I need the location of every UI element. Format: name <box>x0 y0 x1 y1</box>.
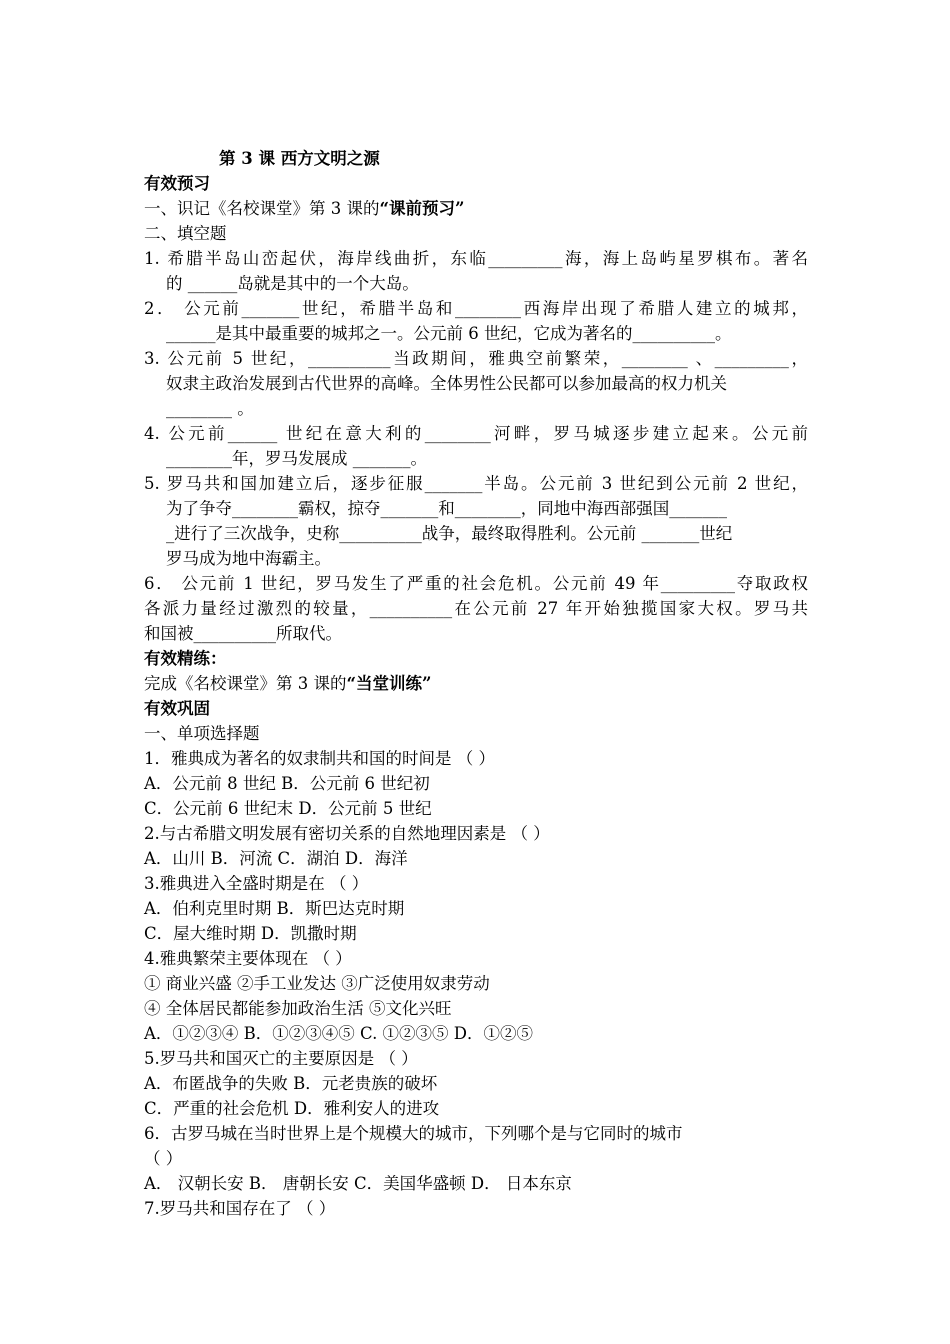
choice-line: A．①②③④ B．①②③④⑤ C. ①②③⑤ D．①②⑤ <box>144 1024 534 1043</box>
fill-question-5-line-3: _进行了三次战争，史称__________战争，最终取得胜利。公元前 _______世纪 <box>166 524 733 543</box>
choice-line: 7.罗马共和国存在了 （ ） <box>144 1199 336 1218</box>
preview-item-2: 二、填空题 <box>144 224 227 243</box>
practice-instruction <box>144 671 808 696</box>
fill-question-4-line-1: 4. 公元前______ 世纪在意大利的________河畔，罗马城逐步建立起来。公元前 <box>144 424 808 443</box>
document-page <box>144 146 808 1221</box>
choice-section-title: 一、单项选择题 <box>144 724 260 743</box>
choice-line: 4.雅典繁荣主要体现在 （ ） <box>144 949 352 968</box>
preview-item-1-bold: “课前预习” <box>379 199 465 218</box>
choice-line: A． 汉朝长安 B． 唐朝长安 C．美国华盛顿 D． 日本东京 <box>144 1174 572 1193</box>
choice-line: 3.雅典进入全盛时期是在 （ ） <box>144 874 369 893</box>
lesson-title: 第 3 课 西方文明之源 <box>219 149 380 168</box>
fill-question-3-line-2: 奴隶主政治发展到古代世界的高峰。全体男性公民都可以参加最高的权力机关 <box>166 374 727 393</box>
choice-line: C．屋大维时期 D．凯撒时期 <box>144 924 357 943</box>
choice-line: A．布匿战争的失败 B．元老贵族的破坏 <box>144 1074 438 1093</box>
fill-question-1-line-2: 的 ______岛就是其中的一个大岛。 <box>166 274 419 293</box>
fill-question-3-line-1: 3. 公元前 5 世纪，__________当政期间，雅典空前繁荣，________ 、_________， <box>144 349 808 368</box>
fill-question-4-line-2: ________年，罗马发展成 _______。 <box>166 449 427 468</box>
fill-question-5-line-2: 为了争夺________霸权，掠夺_______和________，同地中海西部强国_______ <box>166 499 727 518</box>
choice-line: C．严重的社会危机 D．雅利安人的进攻 <box>144 1099 440 1118</box>
practice-instruction-bold: “当堂训练” <box>346 674 432 693</box>
fill-question-5-line-1: 5. 罗马共和国加建立后，逐步征服_______半岛。公元前 3 世纪到公元前 2 世纪， <box>144 474 808 493</box>
choice-line: 1．雅典成为著名的奴隶制共和国的时间是 （ ） <box>144 749 495 768</box>
choice-line: A．公元前 8 世纪 B．公元前 6 世纪初 <box>144 774 430 793</box>
fill-question-6-line-1: 6． 公元前 1 世纪，罗马发生了严重的社会危机。公元前 49 年_________夺取政权 <box>144 574 808 593</box>
preview-item-1-text: 一、识记《名校课堂》第 3 课的 <box>144 199 380 218</box>
section-heading-consolidate: 有效巩固 <box>144 699 210 718</box>
choice-line: A．山川 B．河流 C．湖泊 D．海洋 <box>144 849 408 868</box>
choice-line: ① 商业兴盛 ②手工业发达 ③广泛使用奴隶劳动 <box>144 974 490 993</box>
choice-line: 5.罗马共和国灭亡的主要原因是 （ ） <box>144 1049 418 1068</box>
preview-item-1 <box>144 196 808 221</box>
choice-line: A．伯利克里时期 B．斯巴达克时期 <box>144 899 405 918</box>
section-heading-practice: 有效精练： <box>144 649 227 668</box>
choice-line: 6．古罗马城在当时世界上是个规模大的城市，下列哪个是与它同时的城市 <box>144 1124 683 1143</box>
section-heading-preview: 有效预习 <box>144 174 210 193</box>
fill-question-2-line-1: 2． 公元前_______世纪，希腊半岛和________西海岸出现了希腊人建立的城邦， <box>144 299 808 318</box>
choice-line: ④ 全体居民都能参加政治生活 ⑤文化兴旺 <box>144 999 452 1018</box>
choice-line: C．公元前 6 世纪末 D．公元前 5 世纪 <box>144 799 432 818</box>
fill-question-6-line-3: 和国被__________所取代。 <box>144 624 342 643</box>
fill-question-2-line-2: ______是其中最重要的城邦之一。公元前 6 世纪，它成为著名的__________。 <box>166 324 732 343</box>
fill-question-5-line-4: 罗马成为地中海霸主。 <box>166 549 331 568</box>
fill-question-3-line-3: ________ 。 <box>166 399 254 418</box>
practice-instruction-text: 完成《名校课堂》第 3 课的 <box>144 674 347 693</box>
choice-line: （ ） <box>144 1149 183 1168</box>
choice-line: 2.与古希腊文明发展有密切关系的自然地理因素是 （ ） <box>144 824 550 843</box>
fill-question-6-line-2: 各派力量经过激烈的较量，__________在公元前 27 年开始独揽国家大权。罗马共 <box>144 599 808 618</box>
fill-question-1-line-1: 1. 希腊半岛山峦起伏，海岸线曲折，东临_________海，海上岛屿星罗棋布。著名 <box>144 249 808 268</box>
